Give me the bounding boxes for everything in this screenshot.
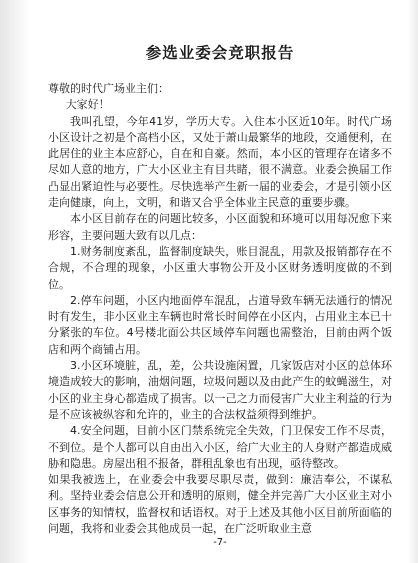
paragraph-environment-issue: 3.小区环境脏，乱，差，公共设施闲置，几家饭店对小区的总体环境造成较大的影响，油烟问题，垃圾问题以及由此产生的蚊蝇滋生，对小区的业主身心都造成了损害。以一己之力而侵害广大业主利益的行为是不应该被纵容和允许的，业主的合法权益须得到维护。 <box>48 359 392 421</box>
salutation-line: 大家好！ <box>65 98 110 112</box>
page-title: 参选业委会竞职报告 <box>145 44 295 62</box>
paragraph-security-issue: 4.安全问题，目前小区门禁系统完全失效，门卫保安工作不尽责，不到位。是个人都可以自由出入小区，给广大业主的人身财产都造成威胁和隐患。房屋出租不报备，群租乱象也有出现，亟待整改。 <box>48 424 392 470</box>
paragraph-parking-issue: 2.停车问题，小区内地面停车混乱，占道导致车辆无法通行的情况时有发生，非小区业主车辆也时常长时间停在小区内，占用业主本已十分紧张的车位。4号楼北面公共区域停车问题也需整治，目前由两个饭店和两个商铺占用。 <box>48 293 392 356</box>
page-number: -7- <box>213 537 227 548</box>
paragraph-finance-issue: 1.财务制度紊乱，监督制度缺失，账目混乱，用款及报销都存在不合规，不合理的现象，小区重大事物公开及小区财务透明度做的不到位。 <box>48 244 392 291</box>
document-body <box>48 81 392 537</box>
greeting-line: 尊敬的时代广场业主们： <box>48 82 169 95</box>
page-binding-shadow <box>0 0 30 563</box>
paragraph-commitment: 如果我被选上，在业委会中我要尽职尽责，做到：廉洁奉公，不谋私利。坚持业委会信息公开和透明的原则，健全并完善广大小区业主对小区事务的知情权，监督权和话语权。对于上述及其他小区目前所面临的问题，我将和业委会其他成员一起，在广泛听取业主意 <box>48 473 392 536</box>
page-edge-shadow <box>408 0 418 563</box>
paragraph-intro: 我叫孔望，今年41岁，学历大专。入住本小区近10年。时代广场小区设计之初是个高档小区，又处于萧山最繁华的地段，交通便利，在此居住的业主本应舒心，自在和自豪。然而，本小区的管理存在诸多不尽如人意的地方，广大小区业主有目共睹，很不满意。业委会换届工作凸显出紧迫性与必要性。尽快选举产生新一届的业委会，才是引领小区走向健康，向上，文明，和谐又合乎全体业主民意的重要步骤。 <box>48 114 392 210</box>
paragraph-problems-overview: 本小区目前存在的问题比较多，小区面貌和环境可以用每况愈下来形容，主要问题大致有以几点： <box>48 212 392 242</box>
